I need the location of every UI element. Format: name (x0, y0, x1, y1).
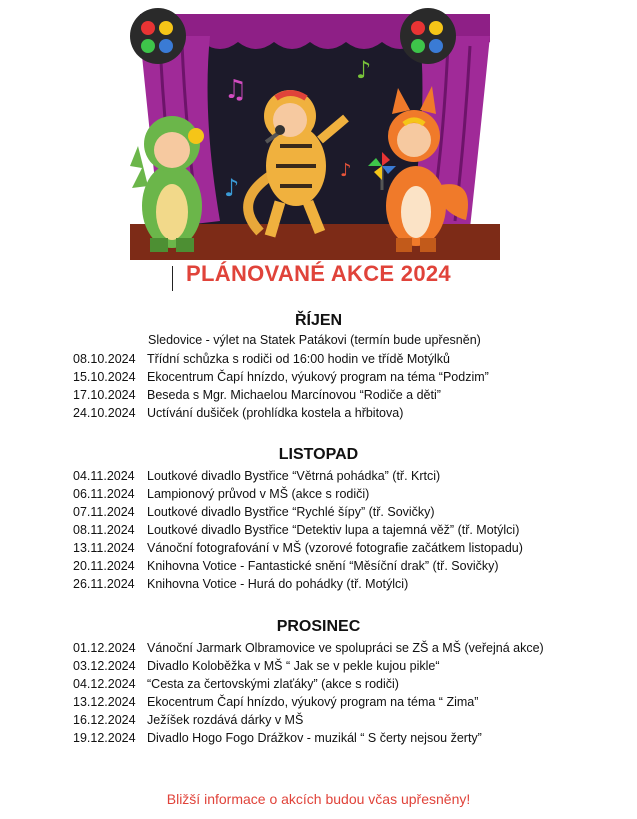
theatre-illustration (120, 6, 510, 262)
music-note-icon: ♫ (224, 75, 248, 105)
event-date: 16.12.2024 (73, 713, 136, 727)
event-row (73, 659, 440, 673)
event-date: 08.10.2024 (73, 352, 136, 366)
month-heading: PROSINEC (276, 618, 361, 635)
event-row (73, 641, 544, 655)
event-date: 19.12.2024 (73, 731, 136, 745)
event-description: Ekocentrum Čapí hnízdo, výukový program na téma “ Zima” (147, 695, 479, 709)
event-description: Ježíšek rozdává dárky v MŠ (147, 713, 304, 727)
event-row (73, 523, 519, 537)
event-description: “Cesta za čertovskými zlaťáky” (akce s rodiči) (147, 677, 399, 691)
event-description: Vánoční fotografování v MŠ (vzorové fotografie začátkem listopadu) (147, 541, 523, 555)
event-row (73, 505, 435, 519)
music-note-icon: ♪ (340, 160, 352, 181)
event-description: Beseda s Mgr. Michaelou Marcínovou “Rodiče a děti” (147, 388, 441, 402)
event-row (73, 487, 369, 501)
event-description: Loutkové divadlo Bystřice “Rychlé šípy” (tř. Sovičky) (147, 505, 435, 519)
text-cursor (172, 266, 173, 291)
event-row (73, 541, 523, 555)
event-date: 13.11.2024 (73, 541, 135, 555)
event-date: 04.12.2024 (73, 677, 136, 691)
event-row (73, 677, 399, 691)
event-row (73, 388, 441, 402)
event-row (73, 370, 489, 384)
event-date: 17.10.2024 (73, 388, 136, 402)
event-description: Divadlo Koloběžka v MŠ “ Jak se v pekle kujou pikle“ (147, 659, 440, 673)
event-date: 13.12.2024 (73, 695, 136, 709)
event-date: 20.11.2024 (73, 559, 135, 573)
event-date: 26.11.2024 (73, 577, 135, 591)
event-description: Knihovna Votice - Hurá do pohádky (tř. Motýlci) (147, 577, 409, 591)
event-date: 01.12.2024 (73, 641, 136, 655)
event-description: Lampionový průvod v MŠ (akce s rodiči) (147, 487, 370, 501)
event-date: 06.11.2024 (73, 487, 135, 501)
event-row (148, 333, 481, 347)
spotlight-right-icon (400, 8, 456, 64)
music-note-icon: ♪ (356, 56, 372, 84)
event-row (73, 713, 303, 727)
event-row (73, 406, 403, 420)
event-date: 04.11.2024 (73, 469, 135, 483)
footer-note: Bližší informace o akcích budou včas upřesněny! (166, 791, 471, 807)
event-description: Uctívání dušiček (prohlídka kostela a hřbitova) (147, 406, 404, 420)
event-date: 08.11.2024 (73, 523, 135, 537)
page-title: PLÁNOVANÉ AKCE 2024 (186, 261, 451, 286)
event-row (73, 695, 478, 709)
event-row (73, 577, 408, 591)
event-description: Třídní schůzka s rodiči od 16:00 hodin ve třídě Motýlků (147, 352, 450, 366)
month-heading: LISTOPAD (278, 446, 359, 463)
event-description: Vánoční Jarmark Olbramovice ve spolupráci se ZŠ a MŠ (veřejná akce) (147, 641, 544, 655)
month-heading: ŘÍJEN (294, 312, 343, 329)
event-date: 24.10.2024 (73, 406, 136, 420)
spotlight-left-icon (130, 8, 186, 64)
event-date: 03.12.2024 (73, 659, 136, 673)
event-row (73, 559, 499, 573)
event-description: Loutkové divadlo Bystřice “Větrná pohádka” (tř. Krtci) (147, 469, 441, 483)
event-description: Sledovice - výlet na Statek Patákovi (termín bude upřesněn) (148, 333, 481, 347)
event-row (73, 352, 450, 366)
event-date: 07.11.2024 (73, 505, 135, 519)
event-description: Ekocentrum Čapí hnízdo, výukový program na téma “Podzim” (147, 370, 489, 384)
event-row (73, 731, 482, 745)
music-note-icon: ♪ (224, 174, 240, 202)
event-description: Divadlo Hogo Fogo Drážkov - muzikál “ S čerty nejsou žerty” (147, 731, 482, 745)
event-description: Knihovna Votice - Fantastické snění “Měsíční drak” (tř. Sovičky) (147, 559, 499, 573)
event-row (73, 469, 440, 483)
event-description: Loutkové divadlo Bystřice “Detektiv lupa a tajemná věž” (tř. Motýlci) (147, 523, 520, 537)
event-date: 15.10.2024 (73, 370, 136, 384)
